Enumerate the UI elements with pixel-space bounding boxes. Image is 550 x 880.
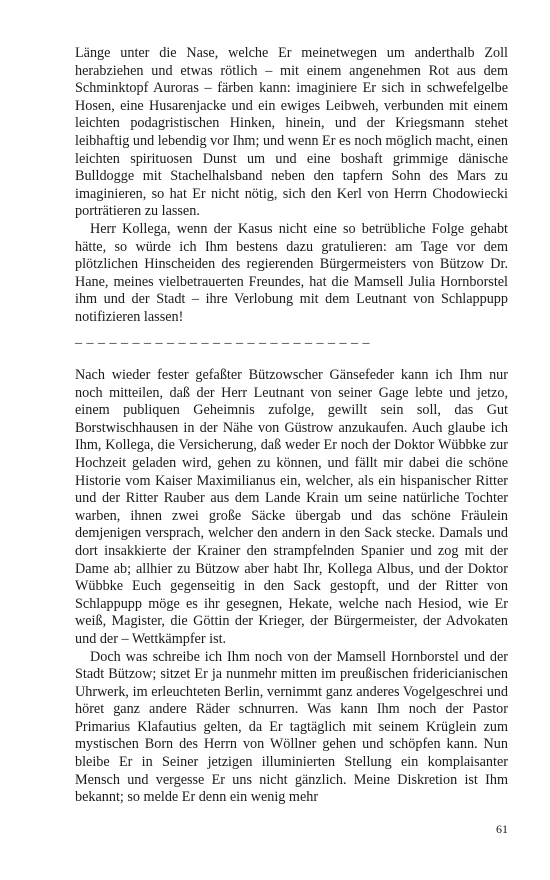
- paragraph: Länge unter die Nase, welche Er meinetwegen um anderthalb Zoll herabziehen und etwas rötlich – mit einem angenehmen Rot aus dem Schminktopf Auroras – färben kann: imaginiere Er sich in schwefelgelbe Hosen, eine Husarenjacke und ein ewiges Leibweh, verbunden mit einem leichten podagristischen Hinken, hinein, und der Kriegsmann stehet leibhaftig und lebendig vor Ihm; und wenn Er es noch möglich macht, einen leichten spirituosen Dunst um und eine boshaft grimmige dänische Bulldogge mit Stachelhalsband neben den tapfern Sohn des Mars zu imaginieren, so hat Er nicht nötig, sich den Kerl von Herrn Chodowiecki porträtieren zu lassen.: [75, 45, 509, 220]
- paragraph: Doch was schreibe ich Ihm noch von der Mamsell Hornborstel und der Stadt Bützow; sitzet Er ja nunmehr mitten im preußischen fridericianischen Uhrwerk, im erleuchteten Berlin, vernimmt ganz anderes Vogelgeschrei und höret ganz andere Räder schnurren. Was kann Ihm noch der Pastor Primarius Klafautius gelten, da Er tagtäglich mit seinem Krüglein zum mystischen Born des Herrn von Wöllner gehen und schöpfen kann. Nun bleibe Er in Seiner jetzigen illuminierten Stellung ein komplaisanter Mensch und vergesse Er uns nicht gänzlich. Meine Diskretion ist Ihm bekannt; so melde Er denn ein wenig mehr: [75, 648, 508, 806]
- paragraph: Herr Kollega, wenn der Kasus nicht eine so betrübliche Folge gehabt hätte, so würde ich Ihm bestens dazu gratulieren: am Tage vor dem plötzlichen Hinscheiden des regierenden Bürgermeisters von Bützow Dr. Hane, meines vielbetrauerten Freundes, hat die Mamsell Julia Hornborstel ihm und der Stadt – ihre Verlobung mit dem Leutnant von Schlappupp notifizieren lassen!: [75, 220, 508, 325]
- text-block-bottom: [75, 367, 508, 807]
- page-number: 61: [496, 822, 508, 836]
- paragraph: Nach wieder fester gefaßter Bützowscher Gänsefeder kann ich Ihm nur noch mitteilen, daß der Herr Leutnant von seiner Gage lebte und jetzo, einem publiquen Geheimnis zufolge, gewillt sein soll, das Gut Borstwischhausen in der Nähe von Güstrow anzukaufen. Auch glaube ich Ihm, Kollega, die Versicherung, daß weder Er noch der Doktor Wübbke zur Hochzeit geladen wird, gehen zu können, und fällt mir dabei die schöne Historie vom Kaiser Maximilianus ein, welcher, als ein hispanischer Ritter und der Ritter Rauber aus dem Lande Krain um seine natürliche Tochter warben, ihnen zwei große Säcke übergab und das schöne Fräulein demjenigen versprach, welcher den andern in den Sack stecke. Damals und dort insakkierte der Krainer den strampfelnden Spanier und zog mit der Dame ab; allhier zu Bützow aber habt Ihr, Kollega Albus, und der Doktor Wübbke Euch gegenseitig in den Sack gestopft, und der Ritter von Schlappupp möge es ihr gesegnen, Hekate, welche nach Hesiod, wie Er weiß, Magister, die Göttin der Krieger, der Bürgermeister, der Advokaten und der – Wettkämpfer ist.: [75, 367, 508, 647]
- section-separator: _ _ _ _ _ _ _ _ _ _ _ _ _ _ _ _ _ _ _ _ _ _ _ _ _ _: [75, 331, 370, 346]
- text-block-top: [75, 45, 508, 327]
